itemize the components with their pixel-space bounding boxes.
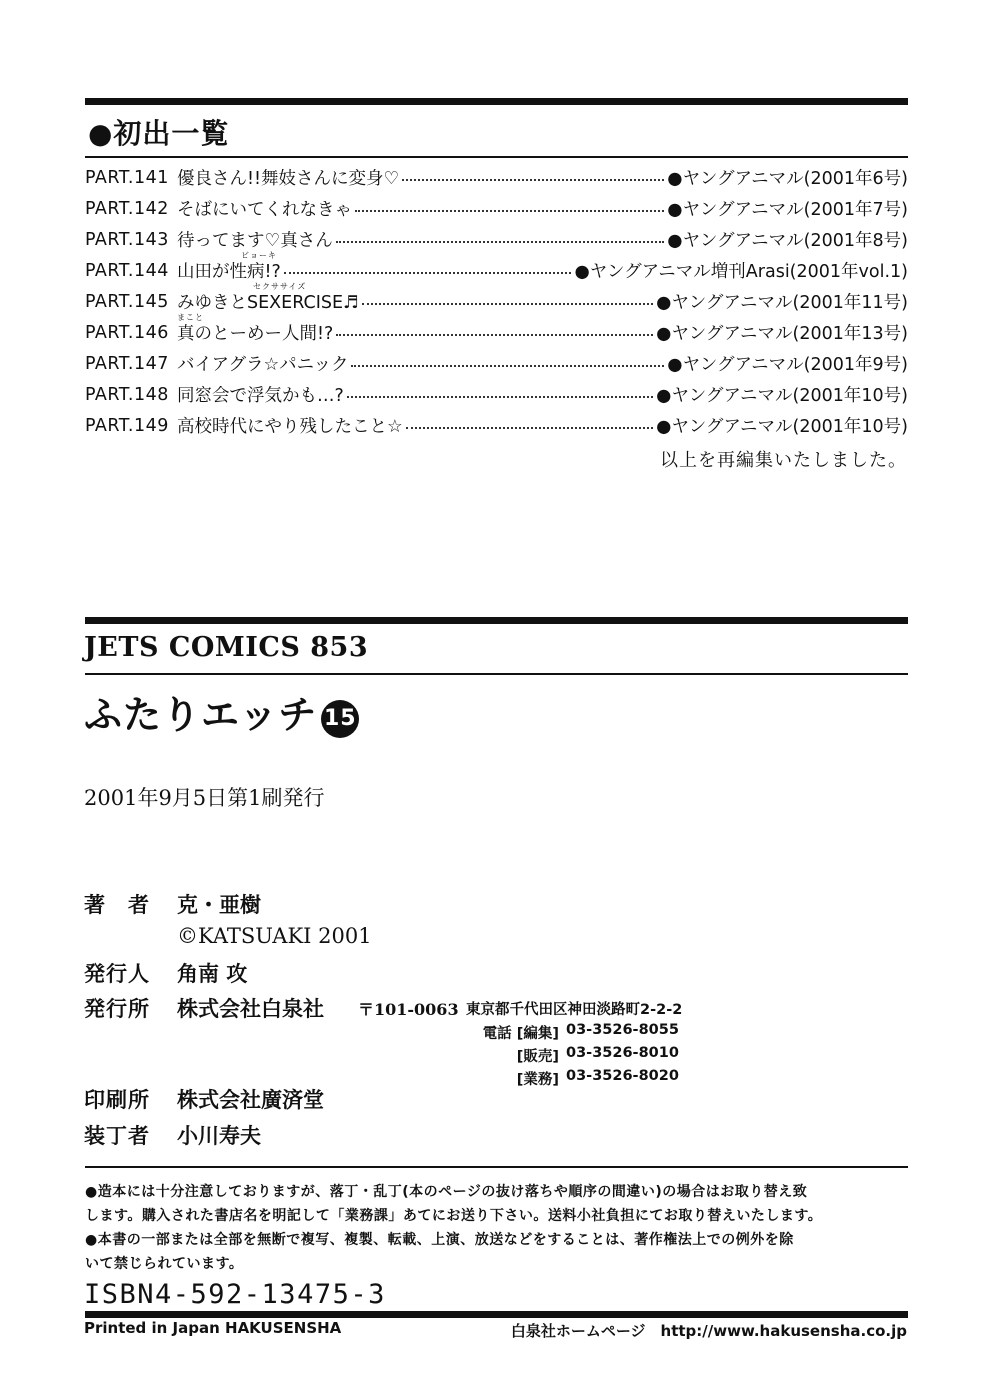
toc-entry bbox=[85, 348, 908, 379]
toc-title-text: 同窓会で浮気かも…? bbox=[177, 386, 344, 406]
book-title bbox=[84, 684, 359, 739]
toc-title bbox=[177, 313, 334, 345]
toc-title bbox=[177, 351, 348, 376]
toc-title bbox=[177, 227, 333, 252]
publisher-person-label: 発行人 bbox=[84, 962, 150, 986]
toc-leader-dots bbox=[355, 210, 664, 212]
copyright: ©KATSUAKI 2001 bbox=[177, 924, 372, 948]
heading-underline bbox=[85, 156, 908, 158]
toc-title bbox=[177, 165, 399, 190]
toc-title-text: 高校時代にやり残したこと☆ bbox=[177, 417, 403, 437]
publication-date: 2001年9月5日第1刷発行 bbox=[84, 786, 325, 810]
toc-title-text: 待ってます♡真さん bbox=[177, 231, 333, 251]
printer-name: 株式会社廣済堂 bbox=[177, 1088, 324, 1112]
printed-in: Printed in Japan HAKUSENSHA bbox=[84, 1319, 342, 1337]
isbn: ISBN4-592-13475-3 bbox=[84, 1279, 386, 1310]
toc-leader-dots bbox=[362, 303, 653, 305]
toc-title bbox=[177, 251, 281, 283]
toc-part-number: PART.145 bbox=[85, 291, 169, 312]
publisher-label: 発行所 bbox=[84, 997, 150, 1021]
postal-code: 〒101-0063 bbox=[358, 1000, 459, 1019]
toc-source: ●ヤングアニマル(2001年6号) bbox=[667, 169, 908, 189]
homepage-link[interactable]: 白泉社ホームページ http://www.hakusensha.co.jp bbox=[510, 1322, 907, 1340]
toc-title-text: そばにいてくれなきゃ bbox=[177, 200, 352, 220]
publisher-name: 株式会社白泉社 bbox=[177, 997, 324, 1021]
toc-entry bbox=[85, 379, 908, 410]
notices-top-rule bbox=[85, 1166, 908, 1168]
toc-ruby: ビョーキ bbox=[241, 251, 277, 260]
phone-label-business: [業務] bbox=[516, 1072, 559, 1088]
toc-part-number: PART.147 bbox=[85, 353, 169, 374]
series-underline bbox=[85, 673, 908, 675]
phone-label-sales: [販売] bbox=[516, 1049, 559, 1065]
phone-label-editorial: 電話 [編集] bbox=[482, 1026, 559, 1042]
toc-ruby: まこと bbox=[177, 313, 204, 322]
toc-title-text: 優良さん!!舞妓さんに変身♡ bbox=[177, 169, 400, 189]
toc-part-number: PART.141 bbox=[85, 167, 169, 188]
designer-name: 小川寿夫 bbox=[177, 1124, 261, 1148]
toc-leader-dots bbox=[351, 365, 664, 367]
phone-number-sales: 03-3526-8010 bbox=[566, 1045, 679, 1061]
notice-line-1: ●造本には十分注意しておりますが、落丁・乱丁(本のページの抜け落ちや順序の間違い)の場合はお取り替え致 bbox=[85, 1184, 808, 1200]
toc-title bbox=[177, 282, 359, 314]
toc-leader-dots bbox=[347, 396, 653, 398]
toc-title bbox=[177, 382, 344, 407]
toc-source: ●ヤングアニマル(2001年7号) bbox=[667, 200, 908, 220]
toc-part-number: PART.144 bbox=[85, 260, 169, 281]
toc-source: ●ヤングアニマル(2001年11号) bbox=[656, 293, 908, 313]
designer-label: 装丁者 bbox=[84, 1124, 150, 1148]
toc-entry bbox=[85, 410, 908, 441]
series-name: JETS COMICS 853 bbox=[84, 632, 369, 663]
toc-source: ●ヤングアニマル(2001年10号) bbox=[656, 386, 908, 406]
colophon-thick-rule bbox=[85, 617, 908, 624]
printer-label: 印刷所 bbox=[84, 1088, 150, 1112]
toc-source: ●ヤングアニマル増刊Arasi(2001年vol.1) bbox=[574, 262, 908, 282]
phone-number-editorial: 03-3526-8055 bbox=[566, 1022, 679, 1038]
toc-title-text: みゆきとSEXERCISE♬ bbox=[177, 293, 359, 313]
publisher-person: 角南 攻 bbox=[177, 962, 248, 986]
toc-part-number: PART.146 bbox=[85, 322, 169, 343]
toc-entry bbox=[85, 251, 908, 286]
reedit-note: 以上を再編集いたしました。 bbox=[660, 450, 907, 471]
toc-title-text: バイアグラ☆パニック bbox=[177, 355, 349, 375]
toc-title bbox=[177, 413, 403, 438]
toc-entry bbox=[85, 162, 908, 193]
toc-title-text: 真のとーめー人間!? bbox=[177, 324, 334, 344]
toc-leader-dots bbox=[406, 427, 653, 429]
notice-line-3: ●本書の一部または全部を無断で複写、複製、転載、上演、放送などをすることは、著作権法上での例外を除 bbox=[85, 1232, 794, 1248]
toc-entry bbox=[85, 224, 908, 255]
toc-title-text: 山田が性病!? bbox=[177, 262, 281, 282]
bottom-thick-rule bbox=[85, 1311, 908, 1318]
toc-leader-dots bbox=[336, 241, 665, 243]
toc-entry bbox=[85, 313, 908, 348]
top-thick-rule bbox=[85, 98, 908, 105]
toc-leader-dots bbox=[336, 334, 653, 336]
toc-source: ●ヤングアニマル(2001年8号) bbox=[667, 231, 908, 251]
toc-part-number: PART.148 bbox=[85, 384, 169, 405]
author-label: 著 者 bbox=[84, 893, 150, 917]
toc-part-number: PART.142 bbox=[85, 198, 169, 219]
toc-ruby: セクササイズ bbox=[253, 282, 307, 291]
toc-entry bbox=[85, 193, 908, 224]
toc-leader-dots bbox=[402, 179, 664, 181]
toc-source: ●ヤングアニマル(2001年13号) bbox=[656, 324, 908, 344]
toc-part-number: PART.143 bbox=[85, 229, 169, 250]
toc-source: ●ヤングアニマル(2001年9号) bbox=[667, 355, 908, 375]
notice-line-2: します。購入された書店名を明記して「業務課」あてにお送り下さい。送料小社負担にてお取り替えいたします。 bbox=[85, 1208, 823, 1224]
toc-entry bbox=[85, 282, 908, 317]
volume-number: 15 bbox=[321, 700, 359, 738]
toc-leader-dots bbox=[284, 272, 572, 274]
toc-part-number: PART.149 bbox=[85, 415, 169, 436]
publisher-address: 東京都千代田区神田淡路町2-2-2 bbox=[466, 1002, 683, 1018]
phone-number-business: 03-3526-8020 bbox=[566, 1068, 679, 1084]
notice-line-4: いて禁じられています。 bbox=[85, 1256, 244, 1272]
book-title-text: ふたりエッチ bbox=[84, 693, 318, 737]
first-publication-heading: ●初出一覧 bbox=[88, 117, 230, 150]
author-name: 克・亜樹 bbox=[177, 893, 261, 917]
toc-title bbox=[177, 196, 352, 221]
toc-source: ●ヤングアニマル(2001年10号) bbox=[656, 417, 908, 437]
